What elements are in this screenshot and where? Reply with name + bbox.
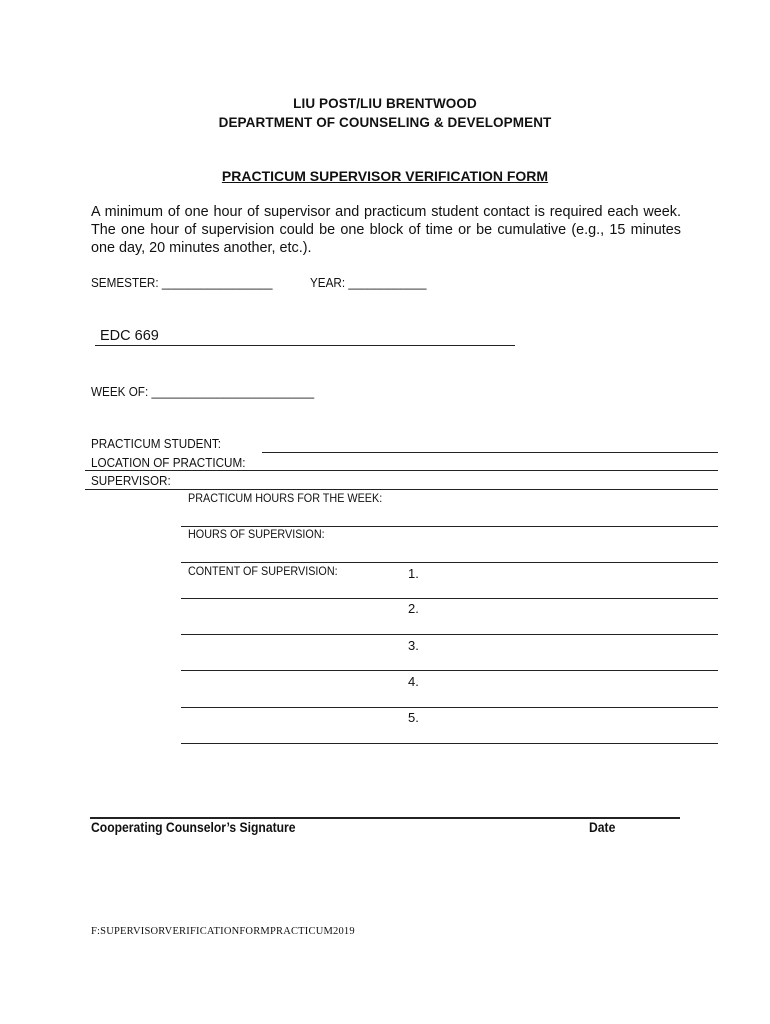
supervisor-line[interactable] (85, 489, 718, 490)
location-label: LOCATION OF PRACTICUM: (91, 455, 246, 470)
content-line-4[interactable] (181, 707, 718, 708)
course-value: EDC 669 (100, 328, 159, 344)
content-item-2: 2. (408, 601, 419, 616)
department-name: DEPARTMENT OF COUNSELING & DEVELOPMENT (218, 115, 552, 130)
file-code: F:SUPERVISORVERIFICATIONFORMPRACTICUM2019 (91, 926, 355, 937)
form-title (0, 168, 770, 184)
hours-supervision-line[interactable] (181, 562, 718, 563)
hours-supervision-label: HOURS OF SUPERVISION: (188, 527, 325, 541)
course-underline (95, 345, 515, 346)
semester-field[interactable]: SEMESTER: _________________ (91, 275, 273, 290)
institution-name: LIU POST/LIU BRENTWOOD (293, 96, 477, 111)
content-item-3: 3. (408, 638, 419, 653)
content-item-1: 1. (408, 566, 419, 581)
supervisor-label: SUPERVISOR: (91, 473, 171, 488)
week-of-field[interactable]: WEEK OF: _________________________ (91, 384, 315, 399)
content-line-2[interactable] (181, 634, 718, 635)
hours-week-label: PRACTICUM HOURS FOR THE WEEK: (188, 491, 383, 505)
content-item-5: 5. (408, 710, 419, 725)
date-label: Date (589, 820, 616, 835)
form-title-text: PRACTICUM SUPERVISOR VERIFICATION FORM (221, 168, 549, 184)
intro-paragraph: A minimum of one hour of supervisor and practicum student contact is required each week. The one hour of supervision could be one block of time or be cumulative (e.g., 15 minutes one day, 20 minutes another, etc.). (91, 204, 681, 256)
year-field[interactable]: YEAR: ____________ (310, 275, 427, 290)
content-supervision-label: CONTENT OF SUPERVISION: (188, 564, 338, 578)
counselor-signature-label: Cooperating Counselor’s Signature (91, 820, 296, 835)
content-item-4: 4. (408, 674, 419, 689)
practicum-student-label: PRACTICUM STUDENT: (91, 436, 222, 451)
signature-line[interactable] (90, 817, 680, 819)
content-line-5[interactable] (181, 743, 718, 744)
practicum-student-line[interactable] (262, 452, 718, 453)
content-line-1[interactable] (181, 598, 718, 599)
content-line-3[interactable] (181, 670, 718, 671)
location-line[interactable] (85, 470, 718, 471)
